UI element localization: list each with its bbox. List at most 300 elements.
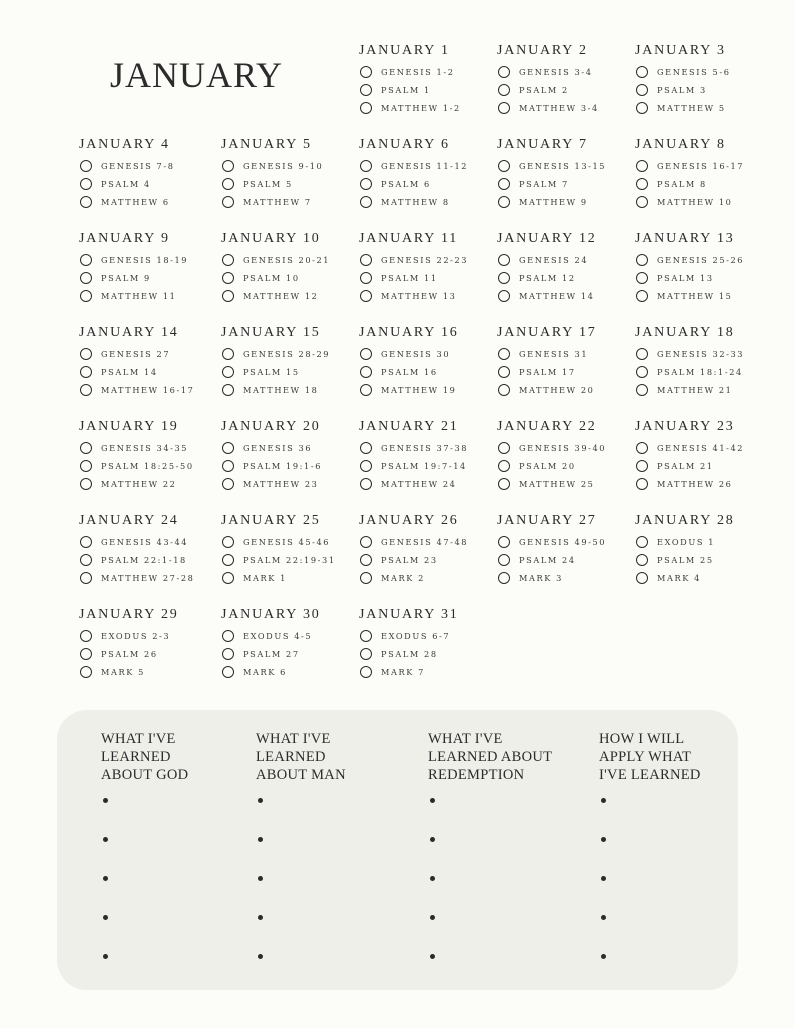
reading-label: MATTHEW 25 xyxy=(519,479,595,489)
checkbox-circle-icon[interactable] xyxy=(80,460,92,472)
checkbox-circle-icon[interactable] xyxy=(222,272,234,284)
reading-item[interactable] xyxy=(359,475,499,493)
day-block xyxy=(497,136,637,211)
reading-label: GENESIS 25-26 xyxy=(657,255,745,265)
bullet-point xyxy=(601,954,606,959)
checkbox-circle-icon[interactable] xyxy=(222,384,234,396)
checkbox-circle-icon[interactable] xyxy=(498,84,510,96)
reading-item[interactable] xyxy=(497,345,637,363)
reading-item[interactable] xyxy=(221,457,361,475)
checkbox-circle-icon[interactable] xyxy=(498,102,510,114)
reading-item[interactable] xyxy=(221,533,361,551)
checkbox-circle-icon[interactable] xyxy=(80,178,92,190)
reading-label: MATTHEW 14 xyxy=(519,291,595,301)
reading-item[interactable] xyxy=(635,193,775,211)
checkbox-circle-icon[interactable] xyxy=(498,572,510,584)
day-block xyxy=(79,230,219,305)
notes-heading: HOW I WILL APPLY WHAT I'VE LEARNED xyxy=(599,731,701,783)
checkbox-circle-icon[interactable] xyxy=(222,536,234,548)
reading-item[interactable] xyxy=(79,175,219,193)
reading-item[interactable] xyxy=(635,533,775,551)
reading-item[interactable] xyxy=(497,569,637,587)
checkbox-circle-icon[interactable] xyxy=(498,478,510,490)
reading-item[interactable] xyxy=(359,663,499,681)
day-title: JANUARY 12 xyxy=(497,231,597,246)
reading-item[interactable] xyxy=(497,439,637,457)
day-title: JANUARY 18 xyxy=(635,325,735,340)
day-title: JANUARY 11 xyxy=(359,231,459,246)
day-title: JANUARY 15 xyxy=(221,325,321,340)
checkbox-circle-icon[interactable] xyxy=(360,254,372,266)
reading-label: MATTHEW 9 xyxy=(519,197,588,207)
reading-label: GENESIS 16-17 xyxy=(657,161,745,171)
checkbox-circle-icon[interactable] xyxy=(222,254,234,266)
day-title: JANUARY 20 xyxy=(221,419,321,434)
reading-label: GENESIS 22-23 xyxy=(381,255,469,265)
reading-item[interactable] xyxy=(79,569,219,587)
reading-label: MATTHEW 16-17 xyxy=(101,385,195,395)
checkbox-circle-icon[interactable] xyxy=(80,536,92,548)
reading-item[interactable] xyxy=(79,363,219,381)
reading-label: PSALM 7 xyxy=(519,179,569,189)
checkbox-circle-icon[interactable] xyxy=(498,554,510,566)
notes-panel xyxy=(57,710,738,990)
reading-item[interactable] xyxy=(497,269,637,287)
checkbox-circle-icon[interactable] xyxy=(80,630,92,642)
reading-item[interactable] xyxy=(635,81,775,99)
checkbox-circle-icon[interactable] xyxy=(80,290,92,302)
checkbox-circle-icon[interactable] xyxy=(80,554,92,566)
checkbox-circle-icon[interactable] xyxy=(222,630,234,642)
reading-item[interactable] xyxy=(79,663,219,681)
checkbox-circle-icon[interactable] xyxy=(636,366,648,378)
reading-label: PSALM 16 xyxy=(381,367,438,377)
reading-label: PSALM 11 xyxy=(381,273,438,283)
reading-item[interactable] xyxy=(79,439,219,457)
reading-label: PSALM 18:1-24 xyxy=(657,367,743,377)
reading-item[interactable] xyxy=(359,457,499,475)
checkbox-circle-icon[interactable] xyxy=(222,366,234,378)
reading-item[interactable] xyxy=(359,551,499,569)
bullet-point xyxy=(258,876,263,881)
reading-item[interactable] xyxy=(359,157,499,175)
checkbox-circle-icon[interactable] xyxy=(360,478,372,490)
checkbox-circle-icon[interactable] xyxy=(360,554,372,566)
checkbox-circle-icon[interactable] xyxy=(636,66,648,78)
checkbox-circle-icon[interactable] xyxy=(222,554,234,566)
reading-item[interactable] xyxy=(359,439,499,457)
reading-label: PSALM 9 xyxy=(101,273,151,283)
reading-item[interactable] xyxy=(359,569,499,587)
reading-label: GENESIS 13-15 xyxy=(519,161,607,171)
reading-item[interactable] xyxy=(635,457,775,475)
checkbox-circle-icon[interactable] xyxy=(636,178,648,190)
checkbox-circle-icon[interactable] xyxy=(636,460,648,472)
checkbox-circle-icon[interactable] xyxy=(222,648,234,660)
reading-item[interactable] xyxy=(359,363,499,381)
day-block xyxy=(635,418,775,493)
reading-label: GENESIS 24 xyxy=(519,255,589,265)
reading-item[interactable] xyxy=(221,269,361,287)
reading-label: MARK 1 xyxy=(243,573,287,583)
reading-item[interactable] xyxy=(221,645,361,663)
reading-item[interactable] xyxy=(79,475,219,493)
bullet-point xyxy=(601,915,606,920)
day-block xyxy=(635,512,775,587)
reading-label: MARK 4 xyxy=(657,573,701,583)
reading-item[interactable] xyxy=(497,193,637,211)
reading-label: MATTHEW 27-28 xyxy=(101,573,195,583)
reading-label: PSALM 20 xyxy=(519,461,576,471)
reading-label: GENESIS 11-12 xyxy=(381,161,469,171)
reading-label: GENESIS 47-48 xyxy=(381,537,469,547)
day-block xyxy=(79,136,219,211)
day-block xyxy=(635,324,775,399)
checkbox-circle-icon[interactable] xyxy=(80,196,92,208)
reading-item[interactable] xyxy=(635,363,775,381)
reading-item[interactable] xyxy=(221,193,361,211)
reading-label: PSALM 17 xyxy=(519,367,576,377)
checkbox-circle-icon[interactable] xyxy=(360,84,372,96)
reading-item[interactable] xyxy=(359,251,499,269)
checkbox-circle-icon[interactable] xyxy=(360,272,372,284)
reading-item[interactable] xyxy=(79,157,219,175)
reading-item[interactable] xyxy=(497,457,637,475)
reading-label: GENESIS 27 xyxy=(101,349,171,359)
reading-label: GENESIS 18-19 xyxy=(101,255,189,265)
checkbox-circle-icon[interactable] xyxy=(636,442,648,454)
checkbox-circle-icon[interactable] xyxy=(498,196,510,208)
notes-heading: WHAT I'VE LEARNED ABOUT MAN xyxy=(256,731,346,783)
checkbox-circle-icon[interactable] xyxy=(80,442,92,454)
reading-item[interactable] xyxy=(635,175,775,193)
checkbox-circle-icon[interactable] xyxy=(360,572,372,584)
checkbox-circle-icon[interactable] xyxy=(222,442,234,454)
reading-item[interactable] xyxy=(79,533,219,551)
reading-item[interactable] xyxy=(79,645,219,663)
reading-label: PSALM 26 xyxy=(101,649,158,659)
day-block xyxy=(497,42,637,117)
reading-item[interactable] xyxy=(497,287,637,305)
checkbox-circle-icon[interactable] xyxy=(80,348,92,360)
checkbox-circle-icon[interactable] xyxy=(636,272,648,284)
reading-label: EXODUS 1 xyxy=(657,537,716,547)
checkbox-circle-icon[interactable] xyxy=(360,442,372,454)
bullet-point xyxy=(601,798,606,803)
reading-label: GENESIS 45-46 xyxy=(243,537,331,547)
checkbox-circle-icon[interactable] xyxy=(360,290,372,302)
reading-item[interactable] xyxy=(221,663,361,681)
checkbox-circle-icon[interactable] xyxy=(222,348,234,360)
checkbox-circle-icon[interactable] xyxy=(222,572,234,584)
reading-label: PSALM 14 xyxy=(101,367,158,377)
reading-item[interactable] xyxy=(359,287,499,305)
checkbox-circle-icon[interactable] xyxy=(360,648,372,660)
checkbox-circle-icon[interactable] xyxy=(498,290,510,302)
day-title: JANUARY 16 xyxy=(359,325,459,340)
day-block xyxy=(359,324,499,399)
reading-item[interactable] xyxy=(359,81,499,99)
reading-label: GENESIS 32-33 xyxy=(657,349,745,359)
reading-item[interactable] xyxy=(79,627,219,645)
day-title: JANUARY 1 xyxy=(359,43,450,58)
checkbox-circle-icon[interactable] xyxy=(360,102,372,114)
day-title: JANUARY 27 xyxy=(497,513,597,528)
reading-item[interactable] xyxy=(497,157,637,175)
reading-item[interactable] xyxy=(635,157,775,175)
checkbox-circle-icon[interactable] xyxy=(360,160,372,172)
reading-label: GENESIS 39-40 xyxy=(519,443,607,453)
checkbox-circle-icon[interactable] xyxy=(360,536,372,548)
reading-item[interactable] xyxy=(79,269,219,287)
checkbox-circle-icon[interactable] xyxy=(498,178,510,190)
reading-item[interactable] xyxy=(497,475,637,493)
reading-label: PSALM 12 xyxy=(519,273,576,283)
reading-item[interactable] xyxy=(497,99,637,117)
bullet-point xyxy=(103,915,108,920)
reading-item[interactable] xyxy=(359,627,499,645)
reading-item[interactable] xyxy=(497,551,637,569)
reading-label: MATTHEW 8 xyxy=(381,197,450,207)
reading-item[interactable] xyxy=(221,569,361,587)
reading-item[interactable] xyxy=(359,63,499,81)
checkbox-circle-icon[interactable] xyxy=(222,196,234,208)
reading-item[interactable] xyxy=(359,533,499,551)
reading-label: MATTHEW 13 xyxy=(381,291,457,301)
bullet-point xyxy=(601,837,606,842)
bullet-point xyxy=(430,915,435,920)
checkbox-circle-icon[interactable] xyxy=(222,290,234,302)
reading-item[interactable] xyxy=(635,439,775,457)
checkbox-circle-icon[interactable] xyxy=(636,160,648,172)
checkbox-circle-icon[interactable] xyxy=(498,366,510,378)
checkbox-circle-icon[interactable] xyxy=(80,666,92,678)
checkbox-circle-icon[interactable] xyxy=(498,442,510,454)
checkbox-circle-icon[interactable] xyxy=(360,366,372,378)
reading-label: MARK 7 xyxy=(381,667,425,677)
checkbox-circle-icon[interactable] xyxy=(80,366,92,378)
reading-item[interactable] xyxy=(221,345,361,363)
checkbox-circle-icon[interactable] xyxy=(636,554,648,566)
checkbox-circle-icon[interactable] xyxy=(498,536,510,548)
checkbox-circle-icon[interactable] xyxy=(80,384,92,396)
bullet-point xyxy=(430,798,435,803)
checkbox-circle-icon[interactable] xyxy=(222,160,234,172)
day-title: JANUARY 24 xyxy=(79,513,179,528)
notes-heading: WHAT I'VE LEARNED ABOUT REDEMPTION xyxy=(428,731,553,783)
checkbox-circle-icon[interactable] xyxy=(636,478,648,490)
checkbox-circle-icon[interactable] xyxy=(80,572,92,584)
reading-label: MATTHEW 7 xyxy=(243,197,312,207)
reading-label: MARK 5 xyxy=(101,667,145,677)
reading-item[interactable] xyxy=(497,175,637,193)
reading-item[interactable] xyxy=(497,81,637,99)
reading-item[interactable] xyxy=(635,99,775,117)
checkbox-circle-icon[interactable] xyxy=(80,160,92,172)
reading-item[interactable] xyxy=(497,381,637,399)
reading-item[interactable] xyxy=(79,251,219,269)
bullet-point xyxy=(258,954,263,959)
checkbox-circle-icon[interactable] xyxy=(360,630,372,642)
reading-item[interactable] xyxy=(635,381,775,399)
checkbox-circle-icon[interactable] xyxy=(636,536,648,548)
reading-label: MARK 6 xyxy=(243,667,287,677)
day-block xyxy=(497,324,637,399)
checkbox-circle-icon[interactable] xyxy=(80,648,92,660)
reading-label: PSALM 19:7-14 xyxy=(381,461,467,471)
reading-label: PSALM 1 xyxy=(381,85,431,95)
bullet-point xyxy=(430,876,435,881)
day-title: JANUARY 8 xyxy=(635,137,726,152)
bullet-point xyxy=(258,837,263,842)
checkbox-circle-icon[interactable] xyxy=(636,572,648,584)
bullet-point xyxy=(430,954,435,959)
reading-item[interactable] xyxy=(221,475,361,493)
reading-label: MATTHEW 1-2 xyxy=(381,103,461,113)
reading-item[interactable] xyxy=(221,157,361,175)
reading-label: GENESIS 36 xyxy=(243,443,313,453)
checkbox-circle-icon[interactable] xyxy=(498,384,510,396)
day-block xyxy=(221,230,361,305)
bullet-point xyxy=(103,954,108,959)
reading-label: MATTHEW 6 xyxy=(101,197,170,207)
reading-item[interactable] xyxy=(635,475,775,493)
reading-item[interactable] xyxy=(221,627,361,645)
reading-item[interactable] xyxy=(359,193,499,211)
day-title: JANUARY 9 xyxy=(79,231,170,246)
reading-item[interactable] xyxy=(497,533,637,551)
checkbox-circle-icon[interactable] xyxy=(360,196,372,208)
reading-label: PSALM 5 xyxy=(243,179,293,189)
checkbox-circle-icon[interactable] xyxy=(636,102,648,114)
reading-label: PSALM 22:1-18 xyxy=(101,555,187,565)
checkbox-circle-icon[interactable] xyxy=(498,254,510,266)
checkbox-circle-icon[interactable] xyxy=(222,478,234,490)
reading-item[interactable] xyxy=(359,345,499,363)
day-title: JANUARY 22 xyxy=(497,419,597,434)
reading-item[interactable] xyxy=(359,645,499,663)
reading-label: GENESIS 5-6 xyxy=(657,67,731,77)
checkbox-circle-icon[interactable] xyxy=(498,272,510,284)
day-title: JANUARY 5 xyxy=(221,137,312,152)
reading-item[interactable] xyxy=(635,569,775,587)
checkbox-circle-icon[interactable] xyxy=(636,348,648,360)
reading-item[interactable] xyxy=(221,551,361,569)
reading-item[interactable] xyxy=(635,551,775,569)
reading-item[interactable] xyxy=(635,63,775,81)
bullet-point xyxy=(103,876,108,881)
notes-column xyxy=(256,730,416,790)
day-title: JANUARY 4 xyxy=(79,137,170,152)
checkbox-circle-icon[interactable] xyxy=(360,666,372,678)
notes-column xyxy=(101,730,261,790)
reading-label: GENESIS 37-38 xyxy=(381,443,469,453)
reading-item[interactable] xyxy=(635,345,775,363)
reading-item[interactable] xyxy=(635,251,775,269)
day-title: JANUARY 28 xyxy=(635,513,735,528)
reading-item[interactable] xyxy=(635,269,775,287)
reading-item[interactable] xyxy=(221,175,361,193)
checkbox-circle-icon[interactable] xyxy=(636,254,648,266)
day-title: JANUARY 3 xyxy=(635,43,726,58)
checkbox-circle-icon[interactable] xyxy=(360,348,372,360)
notes-column xyxy=(428,730,588,790)
checkbox-circle-icon[interactable] xyxy=(360,384,372,396)
day-block xyxy=(79,606,219,681)
checkbox-circle-icon[interactable] xyxy=(498,160,510,172)
checkbox-circle-icon[interactable] xyxy=(636,196,648,208)
reading-item[interactable] xyxy=(359,269,499,287)
checkbox-circle-icon[interactable] xyxy=(498,460,510,472)
reading-label: MATTHEW 15 xyxy=(657,291,733,301)
reading-item[interactable] xyxy=(497,63,637,81)
checkbox-circle-icon[interactable] xyxy=(80,254,92,266)
reading-item[interactable] xyxy=(79,193,219,211)
checkbox-circle-icon[interactable] xyxy=(222,178,234,190)
checkbox-circle-icon[interactable] xyxy=(636,84,648,96)
reading-item[interactable] xyxy=(635,287,775,305)
checkbox-circle-icon[interactable] xyxy=(222,460,234,472)
reading-item[interactable] xyxy=(359,99,499,117)
reading-item[interactable] xyxy=(497,251,637,269)
checkbox-circle-icon[interactable] xyxy=(80,272,92,284)
bullet-point xyxy=(430,837,435,842)
reading-item[interactable] xyxy=(79,457,219,475)
reading-label: MATTHEW 10 xyxy=(657,197,733,207)
checkbox-circle-icon[interactable] xyxy=(222,666,234,678)
checkbox-circle-icon[interactable] xyxy=(360,178,372,190)
reading-item[interactable] xyxy=(221,363,361,381)
checkbox-circle-icon[interactable] xyxy=(360,460,372,472)
checkbox-circle-icon[interactable] xyxy=(360,66,372,78)
reading-item[interactable] xyxy=(359,381,499,399)
reading-label: PSALM 21 xyxy=(657,461,714,471)
reading-label: MATTHEW 26 xyxy=(657,479,733,489)
checkbox-circle-icon[interactable] xyxy=(636,384,648,396)
day-block xyxy=(221,324,361,399)
reading-item[interactable] xyxy=(221,439,361,457)
day-block xyxy=(221,418,361,493)
reading-label: PSALM 13 xyxy=(657,273,714,283)
day-block xyxy=(359,230,499,305)
reading-label: PSALM 3 xyxy=(657,85,707,95)
reading-label: MATTHEW 20 xyxy=(519,385,595,395)
day-title: JANUARY 14 xyxy=(79,325,179,340)
checkbox-circle-icon[interactable] xyxy=(498,348,510,360)
day-block xyxy=(635,230,775,305)
checkbox-circle-icon[interactable] xyxy=(80,478,92,490)
reading-item[interactable] xyxy=(221,287,361,305)
reading-label: GENESIS 49-50 xyxy=(519,537,607,547)
day-title: JANUARY 7 xyxy=(497,137,588,152)
reading-item[interactable] xyxy=(79,287,219,305)
reading-item[interactable] xyxy=(359,175,499,193)
reading-label: MATTHEW 23 xyxy=(243,479,319,489)
reading-item[interactable] xyxy=(497,363,637,381)
reading-item[interactable] xyxy=(221,251,361,269)
reading-label: GENESIS 9-10 xyxy=(243,161,324,171)
reading-label: MATTHEW 5 xyxy=(657,103,726,113)
bullet-point xyxy=(103,837,108,842)
reading-item[interactable] xyxy=(221,381,361,399)
reading-item[interactable] xyxy=(79,551,219,569)
checkbox-circle-icon[interactable] xyxy=(636,290,648,302)
reading-item[interactable] xyxy=(79,381,219,399)
checkbox-circle-icon[interactable] xyxy=(498,66,510,78)
reading-item[interactable] xyxy=(79,345,219,363)
day-block xyxy=(79,512,219,587)
reading-label: GENESIS 31 xyxy=(519,349,589,359)
